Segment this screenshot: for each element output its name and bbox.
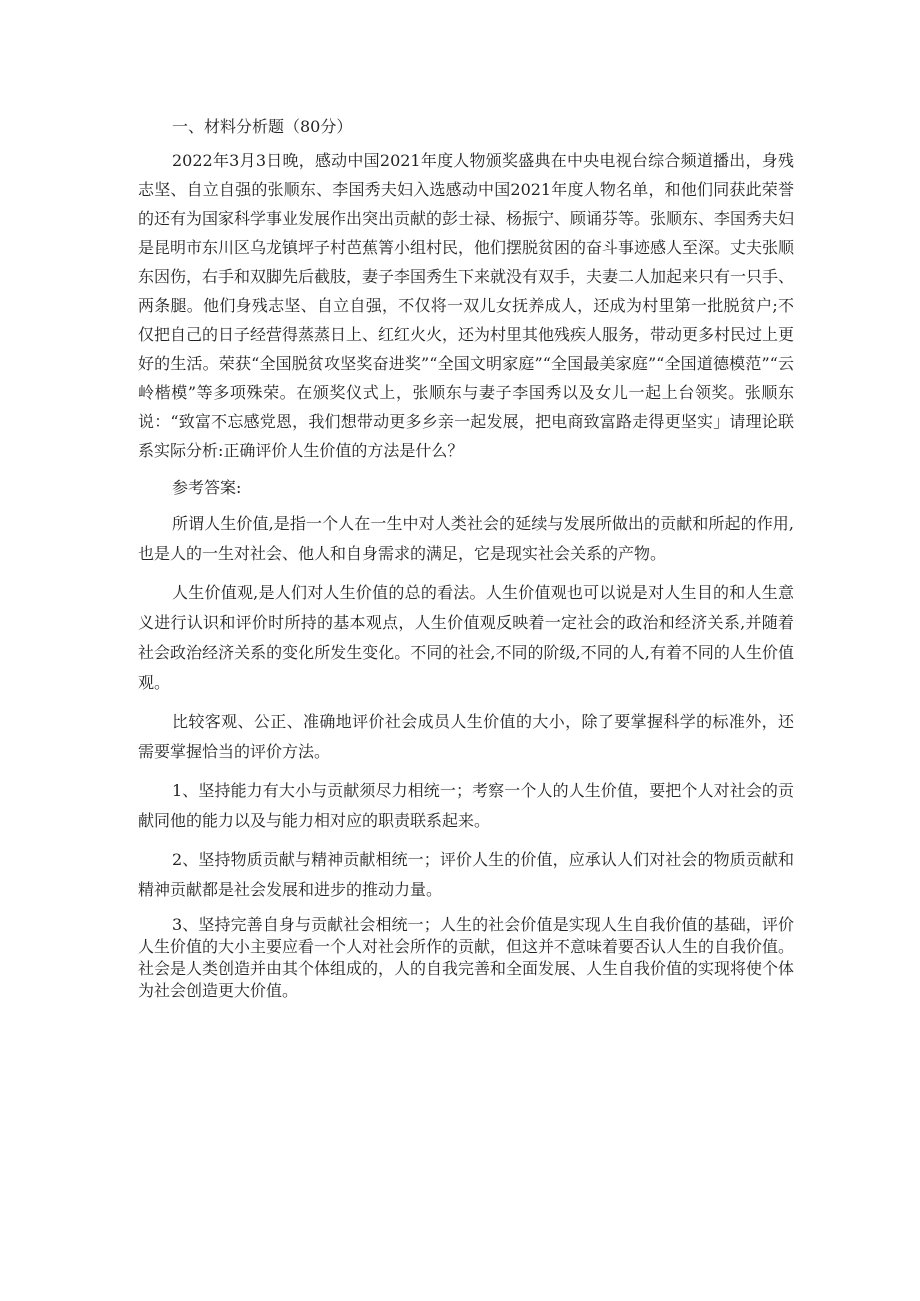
answer-paragraph-value-outlook: 人生价值观,是人们对人生价值的总的看法。人生价值观也可以说是对人生目的和人生意义进行认识和评价时所持的基本观点，人生价值观反映着一定社会的政治和经济关系,并随着社会政治经济关系的变化所发生变化。不同的社会,不同的阶级,不同的人,有着不同的人生价值观。 xyxy=(138,583,794,692)
answer-label: 参考答案: xyxy=(172,478,242,497)
answer-paragraph-evaluation-intro: 比较客观、公正、准确地评价社会成员人生价值的大小，除了要掌握科学的标准外，还需要掌握恰当的评价方法。 xyxy=(138,712,794,761)
answer-paragraph-definition: 所谓人生价值,是指一个人在一生中对人类社会的延续与发展所做出的贡献和所起的作用,也是人的一生对社会、他人和自身需求的满足，它是现实社会关系的产物。 xyxy=(138,514,794,563)
answer-point-3: 3、坚持完善自身与贡献社会相统一；人生的社会价值是实现人生自我价值的基础，评价人生价值的大小主要应看一个人对社会所作的贡献，但这并不意味着要否认人生的自我价值。社会是人类创造并由其个体组成的，人的自我完善和全面发展、人生自我价值的实现将使个体为社会创造更大价值。 xyxy=(138,915,795,1000)
answer-point-1: 1、坚持能力有大小与贡献须尽力相统一；考察一个人的人生价值，要把个人对社会的贡献同他的能力以及与能力相对应的职责联系起来。 xyxy=(138,781,794,830)
section-heading: 一、材料分析题（80分） xyxy=(172,117,353,136)
question-paragraph: 2022年3月3日晚，感动中国2021年度人物颁奖盛典在中央电视台综合频道播出，身残志坚、自立自强的张顺东、李国秀夫妇入选感动中国2021年度人物名单，和他们同获此荣誉的还有为国家科学事业发展作出突出贡献的彭士禄、杨振宁、顾诵芬等。张顺东、李国秀夫妇是昆明市东川区乌龙镇坪子村芭蕉箐小组村民，他们摆脱贫困的奋斗事迹感人至深。丈夫张顺东因伤，右手和双脚先后截肢，妻子李国秀生下来就没有双手，夫妻二人加起来只有一只手、两条腿。他们身残志坚、自立自强，不仅将一双儿女抚养成人，还成为村里第一批脱贫户;不仅把自己的日子经营得蒸蒸日上、红红火火，还为村里其他残疾人服务，带动更多村民过上更好的生活。荣获“全国脱贫攻坚奖奋进奖”“全国文明家庭”“全国最美家庭”“全国道德模范”“云岭楷模”等多项殊荣。在颁奖仪式上，张顺东与妻子李国秀以及女儿一起上台领奖。张顺东说：“致富不忘感党恩，我们想带动更多乡亲一起发展，把电商致富路走得更坚实」请理论联系实际分析:正确评价人生价值的方法是什么？ xyxy=(138,151,795,460)
document-page xyxy=(138,112,794,1010)
answer-point-2: 2、坚持物质贡献与精神贡献相统一；评价人生的价值，应承认人们对社会的物质贡献和精神贡献都是社会发展和进步的推动力量。 xyxy=(138,850,794,899)
